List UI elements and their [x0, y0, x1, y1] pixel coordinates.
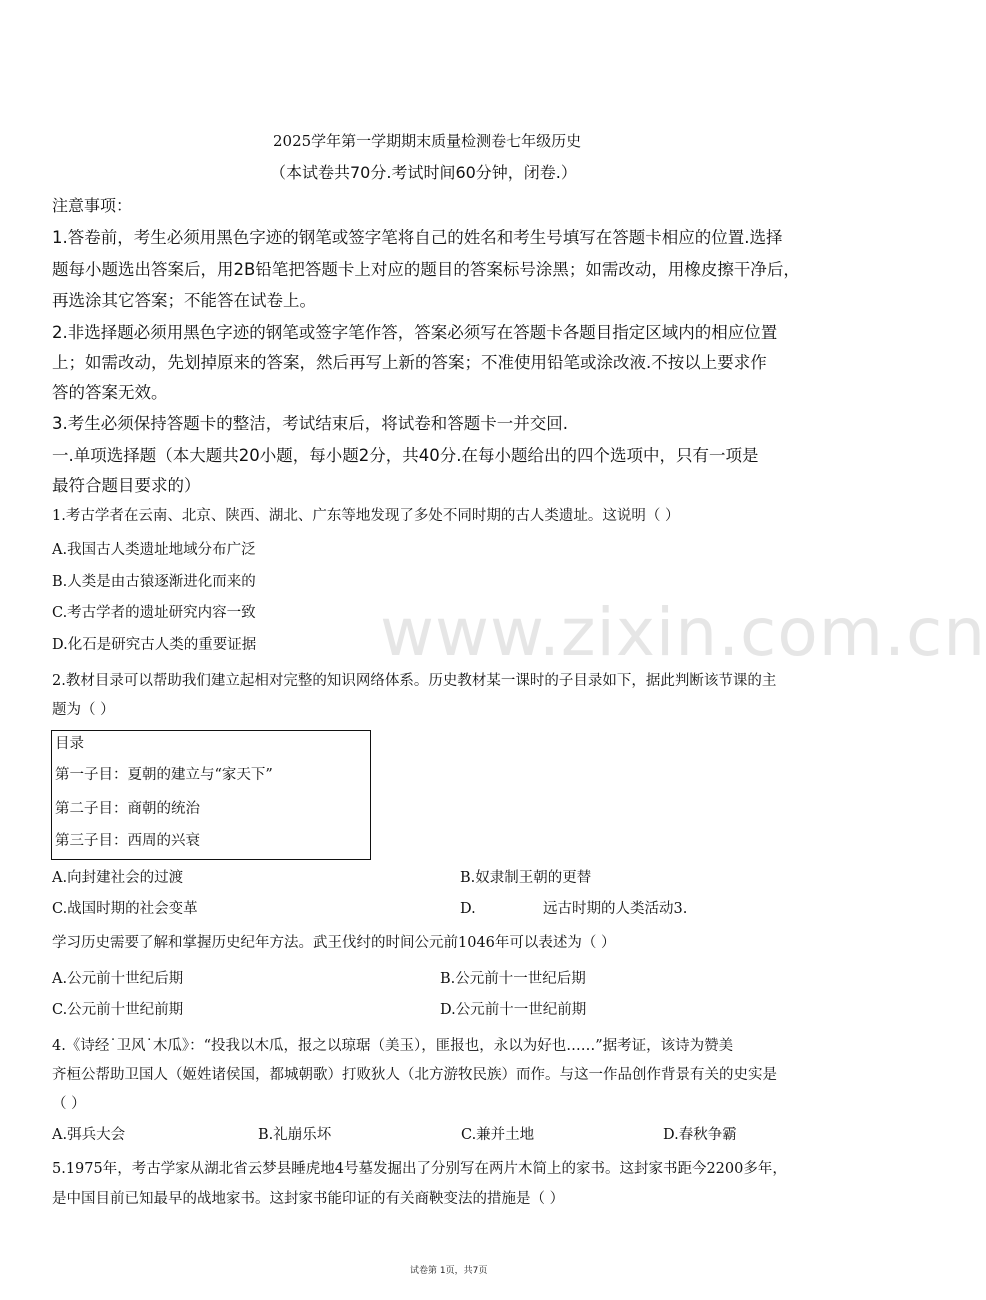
q2-option-a: A.向封建社会的过渡	[52, 870, 184, 886]
watermark: www.zixin.com.cn	[380, 594, 986, 671]
q1-stem: 1.考古学者在云南、北京、陕西、湖北、广东等地发现了多处不同时期的古人类遗址。这说明（ ）	[52, 508, 680, 524]
q2-option-d-text: 远古时期的人类活动3.	[543, 901, 688, 917]
notice-line: 3.考生必须保持答题卡的整洁，考试结束后，将试卷和答题卡一并交回.	[52, 414, 568, 433]
q2-option-c: C.战国时期的社会变革	[52, 901, 198, 917]
notice-line: 题每小题选出答案后，用2B铅笔把答题卡上对应的题目的答案标号涂黑；如需改动，用橡皮擦干净后，	[52, 260, 800, 279]
q5-stem-cont: 是中国目前已知最早的战地家书。这封家书能印证的有关商鞅变法的措施是（ ）	[52, 1191, 565, 1207]
q4-option-b: B.礼崩乐坏	[258, 1127, 332, 1143]
notice-line: 答的答案无效。	[52, 383, 168, 402]
q3-option-b: B.公元前十一世纪后期	[440, 971, 586, 987]
q4-option-a: A.弭兵大会	[52, 1127, 126, 1143]
q4-option-c: C.兼并土地	[461, 1127, 535, 1143]
q4-stem-cont: 齐桓公帮助卫国人（姬姓诸侯国，都城朝歌）打败狄人（北方游牧民族）而作。与这一作品创作背景有关的史实是	[52, 1067, 777, 1083]
section-heading: 一.单项选择题（本大题共20小题，每小题2分，共40分.在每小题给出的四个选项中，只有一项是	[52, 446, 759, 465]
q2-option-d-letter: D.	[460, 901, 476, 917]
exam-subtitle: （本试卷共70分.考试时间60分钟，闭卷.）	[270, 163, 577, 182]
q3-stem: 学习历史需要了解和掌握历史纪年方法。武王伐纣的时间公元前1046年可以表述为（ ）	[52, 935, 616, 951]
exam-title: 2025学年第一学期期末质量检测卷七年级历史	[273, 132, 582, 150]
section-heading-cont: 最符合题目要求的）	[52, 476, 201, 495]
q2-toc-item: 第二子目：商朝的统治	[55, 801, 200, 817]
q2-stem: 2.教材目录可以帮助我们建立起相对完整的知识网络体系。历史教材某一课时的子目录如下，据此判断该节课的主	[52, 673, 777, 689]
q2-toc-title: 目录	[55, 736, 84, 752]
notice-line: 1.答卷前，考生必须用黑色字迹的钢笔或签字笔将自己的姓名和考生号填写在答题卡相应的位置.选择	[52, 228, 783, 247]
q2-stem-cont: 题为（ ）	[52, 702, 115, 718]
notice-line: 2.非选择题必须用黑色字迹的钢笔或签字笔作答，答案必须写在答题卡各题目指定区域内的相应位置	[52, 323, 778, 342]
page-footer: 试卷第 1页，共7页	[410, 1266, 488, 1276]
q2-toc-item: 第一子目：夏朝的建立与“家天下”	[55, 767, 273, 783]
q1-option-d: D.化石是研究古人类的重要证据	[52, 637, 257, 653]
q4-option-d: D.春秋争霸	[663, 1127, 737, 1143]
q4-stem-cont: （ ）	[52, 1096, 86, 1112]
notice-line: 上；如需改动，先划掉原来的答案，然后再写上新的答案；不准使用铅笔或涂改液.不按以上要求作	[52, 353, 767, 372]
q3-option-a: A.公元前十世纪后期	[52, 971, 184, 987]
q4-stem: 4.《诗经˙卫风˙木瓜》：“投我以木瓜，报之以琼琚（美玉），匪报也，永以为好也……”据考证，该诗为赞美	[52, 1038, 734, 1054]
q5-stem: 5.1975年，考古学家从湖北省云梦县睡虎地4号墓发掘出了分别写在两片木简上的家书。这封家书距今2200多年，	[52, 1161, 787, 1177]
notice-heading: 注意事项：	[52, 196, 133, 215]
q1-option-c: C.考古学者的遗址研究内容一致	[52, 605, 256, 621]
q3-option-c: C.公元前十世纪前期	[52, 1002, 184, 1018]
q3-option-d: D.公元前十一世纪前期	[440, 1002, 587, 1018]
q1-option-a: A.我国古人类遗址地域分布广泛	[52, 542, 256, 558]
q1-option-b: B.人类是由古猿逐渐进化而来的	[52, 574, 256, 590]
q2-toc-item: 第三子目：西周的兴衰	[55, 833, 200, 849]
q2-option-b: B.奴隶制王朝的更替	[460, 870, 592, 886]
notice-line: 再选涂其它答案；不能答在试卷上。	[52, 291, 316, 310]
